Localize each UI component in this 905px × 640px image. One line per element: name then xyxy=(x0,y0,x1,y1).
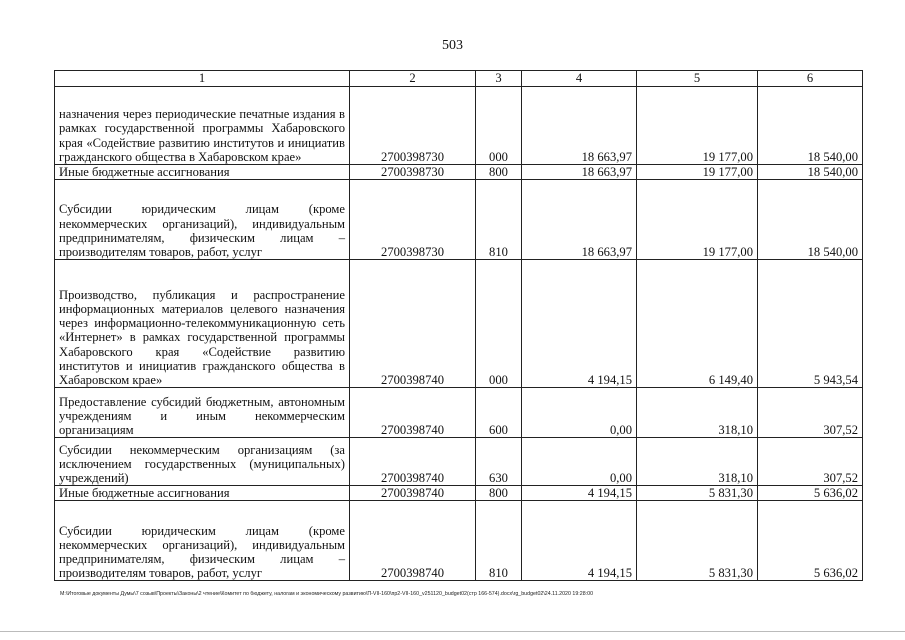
row-value-col6: 18 540,00 xyxy=(758,87,863,165)
row-value-col5: 19 177,00 xyxy=(637,87,758,165)
column-header: 6 xyxy=(758,71,863,87)
row-value-col4: 18 663,97 xyxy=(522,87,637,165)
row-target-code: 2700398730 xyxy=(350,165,476,180)
row-name: Иные бюджетные ассигнования xyxy=(55,486,350,501)
row-expense-type: 810 xyxy=(476,501,522,581)
row-value-col6: 5 636,02 xyxy=(758,486,863,501)
row-expense-type: 630 xyxy=(476,438,522,486)
row-expense-type: 810 xyxy=(476,180,522,260)
row-value-col6: 18 540,00 xyxy=(758,180,863,260)
row-name: Субсидии юридическим лицам (кроме некоммерческих организаций), индивидуальным предпринимателям, физическим лицам – производителям товаров, работ, услуг xyxy=(55,501,350,581)
row-value-col4: 18 663,97 xyxy=(522,165,637,180)
row-value-col6: 5 636,02 xyxy=(758,501,863,581)
row-value-col6: 18 540,00 xyxy=(758,165,863,180)
row-name: Предоставление субсидий бюджетным, автономным учреждениям и иным некоммерческим организациям xyxy=(55,388,350,438)
row-name: Субсидии некоммерческим организациям (за исключением государственных (муниципальных) учреждений) xyxy=(55,438,350,486)
row-value-col5: 19 177,00 xyxy=(637,165,758,180)
row-expense-type: 800 xyxy=(476,486,522,501)
row-value-col4: 4 194,15 xyxy=(522,501,637,581)
column-header: 5 xyxy=(637,71,758,87)
column-header: 1 xyxy=(55,71,350,87)
row-value-col4: 4 194,15 xyxy=(522,260,637,388)
column-header: 2 xyxy=(350,71,476,87)
row-expense-type: 000 xyxy=(476,260,522,388)
table-row xyxy=(55,438,863,486)
table-row xyxy=(55,165,863,180)
row-value-col6: 307,52 xyxy=(758,438,863,486)
row-value-col6: 5 943,54 xyxy=(758,260,863,388)
row-target-code: 2700398730 xyxy=(350,87,476,165)
row-value-col4: 0,00 xyxy=(522,388,637,438)
row-value-col4: 0,00 xyxy=(522,438,637,486)
column-header: 3 xyxy=(476,71,522,87)
table-row xyxy=(55,486,863,501)
row-value-col5: 318,10 xyxy=(637,388,758,438)
table-row xyxy=(55,260,863,388)
row-name: Иные бюджетные ассигнования xyxy=(55,165,350,180)
table-row xyxy=(55,501,863,581)
row-value-col5: 19 177,00 xyxy=(637,180,758,260)
row-value-col6: 307,52 xyxy=(758,388,863,438)
row-value-col5: 318,10 xyxy=(637,438,758,486)
row-target-code: 2700398740 xyxy=(350,260,476,388)
row-name: Субсидии юридическим лицам (кроме некоммерческих организаций), индивидуальным предпринимателям, физическим лицам – производителям товаров, работ, услуг xyxy=(55,180,350,260)
row-expense-type: 000 xyxy=(476,87,522,165)
page-number: 503 xyxy=(442,38,463,53)
budget-table xyxy=(54,70,863,581)
row-value-col5: 5 831,30 xyxy=(637,486,758,501)
row-target-code: 2700398730 xyxy=(350,180,476,260)
row-name: Производство, публикация и распространение информационных материалов целевого назначения через информационно-телекоммуникационную сеть «Интернет» в рамках государственной программы Хабаровского края «Содействие развитию институтов и инициатив гражданского общества в Хабаровском крае» xyxy=(55,260,350,388)
document-file-path: M:\Итоговые документы Думы\7 созыв\Проекты\Законы\2 чтение\Комитет по бюджету, налогам и экономическому развитию\П-VII-160\пр2-VII-160_v251120_budget02(стр 166-574).docx\rg_budget02\24.11.2020 19:28:00 xyxy=(60,591,594,597)
row-value-col5: 5 831,30 xyxy=(637,501,758,581)
page-bottom-divider xyxy=(0,631,905,632)
row-target-code: 2700398740 xyxy=(350,438,476,486)
row-name: назначения через периодические печатные издания в рамках государственной программы Хабаровского края «Содействие развитию институтов и инициатив гражданского общества в Хабаровском крае» xyxy=(55,87,350,165)
row-value-col4: 4 194,15 xyxy=(522,486,637,501)
row-target-code: 2700398740 xyxy=(350,486,476,501)
row-target-code: 2700398740 xyxy=(350,501,476,581)
row-value-col4: 18 663,97 xyxy=(522,180,637,260)
row-expense-type: 600 xyxy=(476,388,522,438)
table-row xyxy=(55,180,863,260)
row-target-code: 2700398740 xyxy=(350,388,476,438)
row-expense-type: 800 xyxy=(476,165,522,180)
table-row xyxy=(55,87,863,165)
column-header: 4 xyxy=(522,71,637,87)
row-value-col5: 6 149,40 xyxy=(637,260,758,388)
header-row xyxy=(55,71,863,87)
table-row xyxy=(55,388,863,438)
